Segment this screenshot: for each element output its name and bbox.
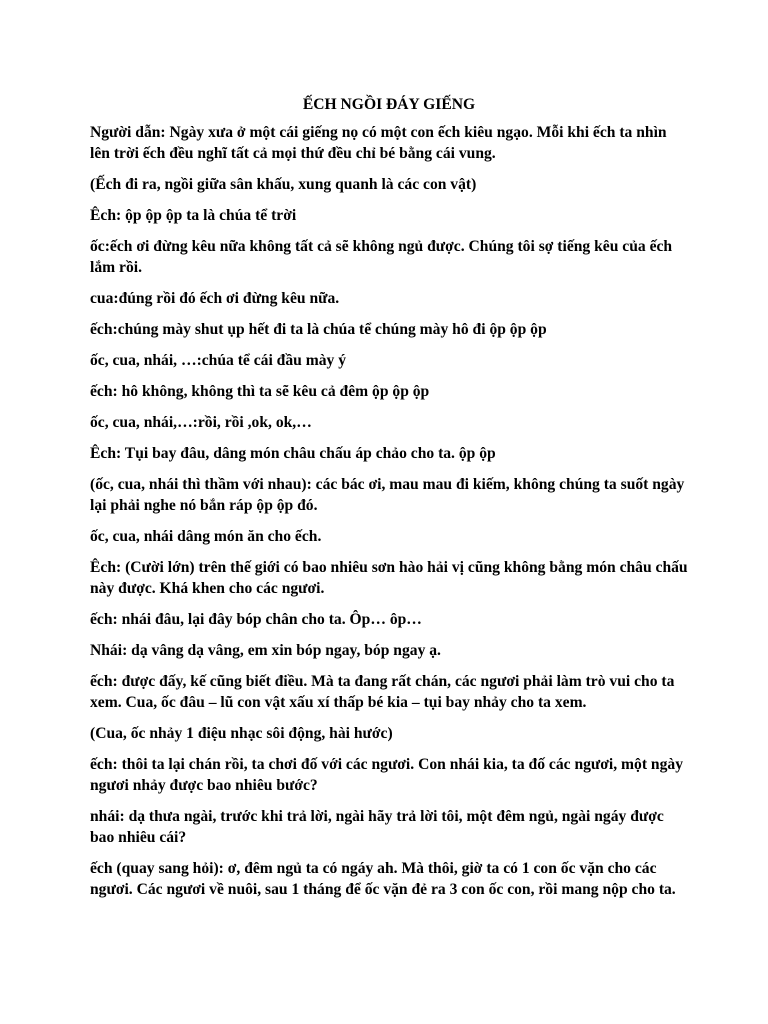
- paragraph-frog-line: ếch: hô không, không thì ta sẽ kêu cả đêm ộp ộp ộp: [90, 383, 430, 400]
- paragraph-stage-direction-offering: ốc, cua, nhái dâng món ăn cho ếch.: [90, 528, 322, 545]
- paragraph-frog-line: ếch: nhái đâu, lại đây bóp chân cho ta. Ôp… ôp…: [90, 611, 422, 628]
- paragraph-toad-line: Nhái: dạ vâng dạ vâng, em xin bóp ngay, bóp ngay ạ.: [90, 642, 441, 659]
- document-title: ẾCH NGỒI ĐÁY GIẾNG: [302, 96, 476, 113]
- paragraph-frog-line: ếch: được đấy, kế cũng biết điều. Mà ta đang rất chán, các ngươi phải làm trò vui cho ta xem. Cua, ốc đâu – lũ con vật xấu xí thấp bé kia – tụi bay nhảy cho ta xem.: [90, 673, 675, 711]
- paragraph-narrator-intro: Người dẫn: Ngày xưa ở một cái giếng nọ có một con ếch kiêu ngạo. Mỗi khi ếch ta nhìn lên trời ếch đều nghĩ tất cả mọi thứ đều chỉ bé bằng cái vung.: [90, 124, 667, 162]
- paragraph-crab-line: cua:đúng rồi đó ếch ơi đừng kêu nữa.: [90, 290, 340, 307]
- paragraph-frog-line: ếch: thôi ta lại chán rồi, ta chơi đố với các ngươi. Con nhái kia, ta đố các ngươi, một ngày ngươi nhảy được bao nhiêu bước?: [90, 756, 683, 794]
- paragraph-toad-line: nhái: dạ thưa ngài, trước khi trả lời, ngài hãy trả lời tôi, một đêm ngủ, ngài ngáy được bao nhiêu cái?: [90, 808, 664, 846]
- paragraph-frog-line: ếch (quay sang hỏi): ơ, đêm ngủ ta có ngáy ah. Mà thôi, giờ ta có 1 con ốc vặn cho các ngươi. Các ngươi về nuôi, sau 1 tháng để ốc vặn đẻ ra 3 con ốc con, rồi mang nộp cho ta.: [90, 860, 676, 898]
- paragraph-frog-line: Êch: Tụi bay đâu, dâng món châu chấu áp chảo cho ta. ộp ộp: [90, 445, 496, 462]
- paragraph-frog-line: ếch:chúng mày shut ụp hết đi ta là chúa tể chúng mày hô đi ộp ộp ộp: [90, 321, 547, 338]
- paragraph-frog-line: Êch: (Cười lớn) trên thế giới có bao nhiêu sơn hào hải vị cũng không bằng món châu chấu này được. Khá khen cho các ngươi.: [90, 559, 688, 597]
- paragraph-chorus-whisper: (ốc, cua, nhái thì thầm với nhau): các bác ơi, mau mau đi kiếm, không chúng ta suốt ngày lại phải nghe nó bắn ráp ộp ộp đó.: [90, 476, 685, 514]
- paragraph-frog-line: Êch: ộp ộp ộp ta là chúa tể trời: [90, 207, 297, 224]
- paragraph-snail-line: ốc:ếch ơi đừng kêu nữa không tất cả sẽ không ngủ được. Chúng tôi sợ tiếng kêu của ếch lắm rồi.: [90, 238, 673, 276]
- paragraph-chorus-line: ốc, cua, nhái, …:chúa tể cái đầu mày ý: [90, 352, 347, 369]
- paragraph-stage-direction-dance: (Cua, ốc nhảy 1 điệu nhạc sôi động, hài hước): [90, 725, 393, 742]
- paragraph-chorus-line: ốc, cua, nhái,…:rồi, rồi ,ok, ok,…: [90, 414, 312, 431]
- paragraph-stage-direction-frog-enters: (Ếch đi ra, ngồi giữa sân khấu, xung quanh là các con vật): [90, 176, 477, 193]
